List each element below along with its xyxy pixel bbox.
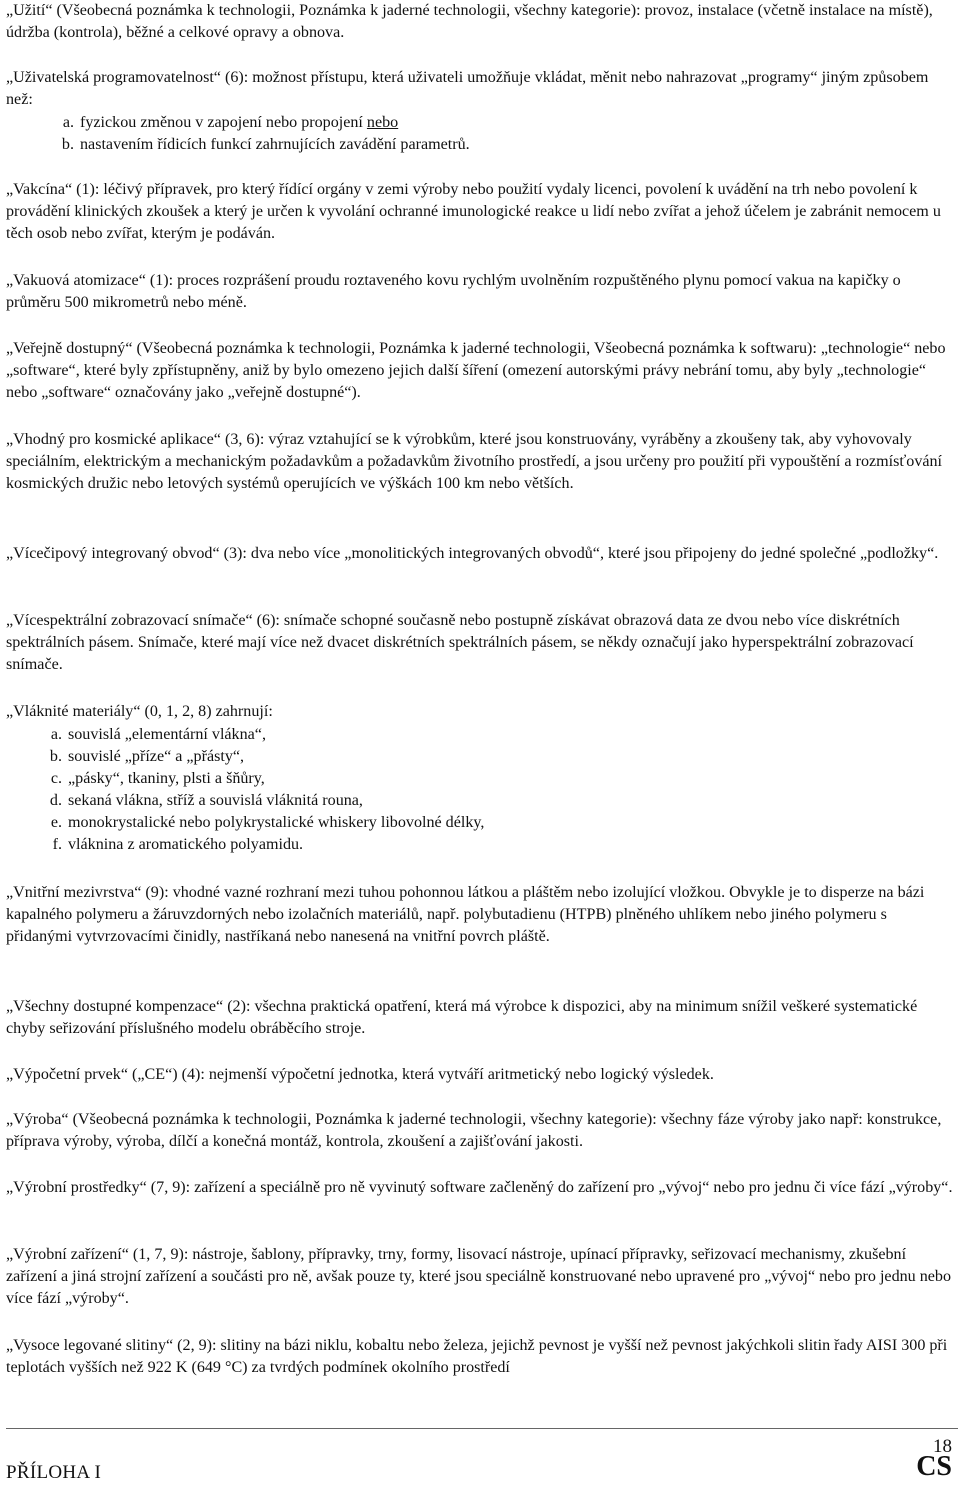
list-item-text: monokrystalické nebo polykrystalické whiskery libovolné délky, (68, 814, 485, 831)
definition-vhodny-pro-kosmicke-aplikace: „Vhodný pro kosmické aplikace“ (3, 6): výraz vztahující se k výrobkům, které jsou konstruovány, vyráběny a zkoušeny tak, aby vyhovovaly speciálním, elektrickým a mechanickým požadavkům a požadavkům životního prostředí, a jsou určeny pro použití při vypouštění a rozmísťování kosmických družic nebo letových systémů operujících ve výškách 100 km nebo větších. (6, 431, 943, 492)
list-item (34, 724, 484, 746)
list-marker: b. (61, 136, 74, 153)
list-item (34, 790, 484, 812)
list-marker: d. (49, 792, 62, 809)
list-item-text: vláknina z aromatického polyamidu. (68, 836, 304, 853)
list-item (34, 812, 484, 834)
list-marker: a. (50, 726, 62, 743)
definition-vyroba: „Výroba“ (Všeobecná poznámka k technologii, Poznámka k jaderné technologii, všechny kategorie): všechny fáze výroby jako např: konstrukce, příprava výroby, výroba, dílčí a konečná montáž, kontrola, zkoušení a zajišťování jakosti. (6, 1111, 942, 1150)
list-item-text: souvislá „elementární vlákna“, (68, 726, 266, 743)
page-number: 18 (933, 1436, 952, 1457)
footer-divider (6, 1428, 958, 1429)
list-item-text: sekaná vlákna, stříž a souvislá vláknitá rouna, (68, 792, 363, 809)
list-item-text: nastavením řídicích funkcí zahrnujících zavádění parametrů. (80, 136, 470, 153)
definition-vakcina: „Vakcína“ (1): léčivý přípravek, pro který řídící orgány v zemi výroby nebo použití vydaly licenci, povolení k uvádění na trh nebo povolení k provádění klinických zkoušek a který je určen k vyvolání ochranné imunologické reakce u lidí nebo zvířat a jehož účelem je zabránit nemocem u těch osob nebo zvířat, kterým je podáván. (6, 181, 941, 242)
list-marker: b. (49, 748, 62, 765)
definition-vicespektralni-zobrazovaci-snimace: „Vícespektrální zobrazovací snímače“ (6): snímače schopné současně nebo postupně získávat obrazová data ze dvou nebo více diskrétních spektrálních pásem. Snímače, které mají více než dvacet diskrétních spektrálních pásem, se někdy označují jako hyperspektrální zobrazovací snímače. (6, 612, 914, 673)
list-marker: c. (50, 770, 62, 787)
list-marker: f. (52, 836, 62, 853)
definition-uzivatelska-programovatelnost: „Uživatelská programovatelnost“ (6): možnost přístupu, která uživateli umožňuje vkládat, měnit nebo nahrazovat „programy“ jiným způsobem než: (6, 69, 929, 108)
list-item-text: fyzickou změnou v zapojení nebo propojení (80, 114, 367, 131)
list-item (34, 768, 484, 790)
list-item (34, 746, 484, 768)
fibrous-materials-list (34, 724, 484, 856)
definition-vicecipovy-integrovany-obvod: „Vícečipový integrovaný obvod“ (3): dva nebo více „monolitických integrovaných obvodů“, které jsou připojeny do jedné společné „podložky“. (6, 545, 939, 562)
list-item (46, 134, 470, 156)
definition-vakuova-atomizace: „Vakuová atomizace“ (1): proces rozprášení proudu roztaveného kovu rychlým uvolněním rozpuštěného plynu pomocí vakua na kapičky o průměru 500 mikrometrů nebo méně. (6, 272, 901, 311)
list-marker: a. (62, 114, 74, 131)
definition-vlaknite-materialy: „Vláknité materiály“ (0, 1, 2, 8) zahrnují: (6, 703, 273, 720)
annex-label: PŘÍLOHA I (6, 1462, 102, 1483)
list-item (46, 112, 470, 134)
definition-vnitrni-mezivrstva: „Vnitřní mezivrstva“ (9): vhodné vazné rozhraní mezi tuhou pohonnou látkou a pláštěm nebo izolující vložkou. Obvykle je to disperze na bázi kapalného polymeru a žáruvzdorných nebo izolačních materiálů, např. polybutadienu (HTPB) plněného uhlíkem nebo jiného polymeru s přidanými vytvrzovacími činidly, nastříkaná nebo nanesená na vnitřní povrch pláště. (6, 884, 925, 945)
underlined-word: nebo (366, 114, 399, 131)
definition-vsechny-dostupne-kompenzace: „Všechny dostupné kompenzace“ (2): všechna praktická opatření, která má výrobce k dispozici, aby na minimum snížil veškeré systematické chyby seřizování příslušného modelu obráběcího stroje. (6, 998, 918, 1037)
language-code: CS (916, 1451, 952, 1482)
definition-vysoce-legovane-slitiny: „Vysoce legované slitiny“ (2, 9): slitiny na bázi niklu, kobaltu nebo železa, jejichž pevnost je vyšší než pevnost jakýchkoli slitin řady AISI 300 při teplotách vyšších než 922 K (649 °C) za tvrdých podmínek okolního prostředí (6, 1337, 948, 1376)
list-item-text: „pásky“, tkaniny, plsti a šňůry, (68, 770, 265, 787)
definition-vypocetni-prvek: „Výpočetní prvek“ („CE“) (4): nejmenší výpočetní jednotka, která vytváří aritmetický nebo logický výsledek. (6, 1066, 714, 1083)
list-marker: e. (50, 814, 62, 831)
definition-uziti: „Užití“ (Všeobecná poznámka k technologii, Poznámka k jaderné technologii, všechny kategorie): provoz, instalace (včetně instalace na místě), údržba (kontrola), běžné a celkové opravy a obnova. (6, 2, 933, 41)
definition-vyrobni-prostredky: „Výrobní prostředky“ (7, 9): zařízení a speciálně pro ně vyvinutý software začleněný do zařízení pro „vývoj“ nebo pro jednu či více fází „výroby“. (6, 1179, 953, 1196)
list-item-text: souvislé „příze“ a „přásty“, (68, 748, 245, 765)
list-item (34, 834, 484, 856)
programmability-list (46, 112, 470, 156)
definition-vyrobni-zarizeni: „Výrobní zařízení“ (1, 7, 9): nástroje, šablony, přípravky, trny, formy, lisovací nástroje, upínací přípravky, seřizovací mechanismy, zkušební zařízení a jiná strojní zařízení a součásti pro ně, avšak pouze ty, které jsou speciálně konstruované nebo upravené pro „vývoj“ nebo pro jednu nebo více fází „výroby“. (6, 1246, 952, 1307)
definition-verejne-dostupny: „Veřejně dostupný“ (Všeobecná poznámka k technologii, Poznámka k jaderné technologii, Všeobecná poznámka k softwaru): „technologie“ nebo „software“, které byly zpřístupněny, aniž by bylo omezeno jejich další šíření (omezení autorskými právy nebrání tomu, aby byly „technologie“ nebo „software“ označovány jako „veřejně dostupné“). (6, 340, 946, 401)
